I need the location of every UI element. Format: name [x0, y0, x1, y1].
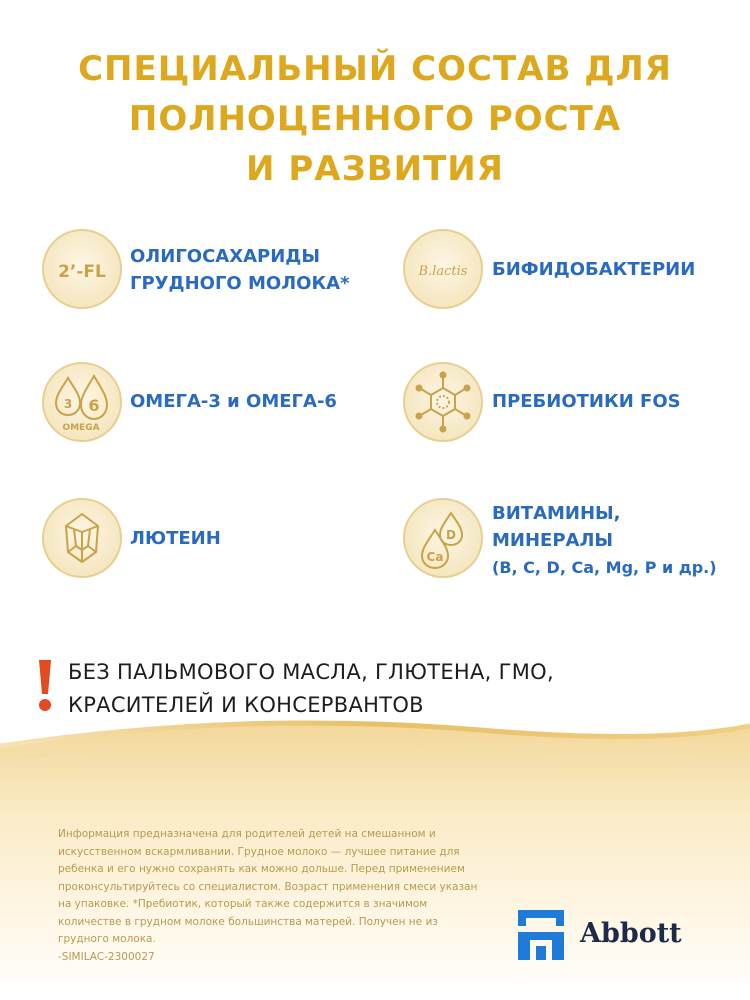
abbott-logo-mark-icon — [514, 910, 568, 960]
disclaimer-text: Информация предназначена для родителей детей на смешанном и искусственном вскармливании. Грудное молоко — лучшее питание для ребенка и его нужно сохранять как можно дольше. Перед применением проконсультируйтесь со специалистом. Возраст применения смеси указан на упаковке. *Пребиотик, который также содержится в значимом количестве в грудном молоке большинства матерей. Получен не из грудного молока. -SIMILAC-2300027 — [58, 828, 478, 963]
vitamin-drops-icon — [403, 498, 483, 578]
omega-drops-icon — [42, 362, 122, 442]
exclamation-icon — [38, 660, 52, 712]
page-title — [0, 44, 750, 194]
svg-text:B.lactis: B.lactis — [418, 264, 468, 279]
svg-text:6: 6 — [88, 396, 100, 415]
feature-label-lutein: ЛЮТЕИН — [130, 528, 221, 549]
b-lactis-icon — [403, 229, 483, 309]
abbott-logo-text: Abbott — [580, 918, 682, 949]
feature-label-vitamins: ВИТАМИНЫ, МИНЕРАЛЫ (B, C, D, Ca, Mg, P и др.) — [492, 503, 717, 577]
svg-text:2’-FL: 2’-FL — [58, 262, 106, 282]
svg-text:Ca: Ca — [426, 550, 444, 564]
title-line-3: И РАЗВИТИЯ — [246, 149, 504, 189]
free-from-notice: БЕЗ ПАЛЬМОВОГО МАСЛА, ГЛЮТЕНА, ГМО, КРАСИТЕЛЕЙ И КОНСЕРВАНТОВ — [68, 660, 554, 717]
2fl-icon — [42, 229, 122, 309]
svg-text:OMEGA: OMEGA — [62, 423, 100, 433]
svg-text:D: D — [446, 528, 456, 542]
title-line-1: СПЕЦИАЛЬНЫЙ СОСТАВ ДЛЯ — [78, 49, 672, 89]
feature-label-bifidobacteria: БИФИДОБАКТЕРИИ — [492, 259, 696, 280]
crystal-icon — [42, 498, 122, 578]
molecule-icon — [403, 362, 483, 442]
feature-label-prebiotics: ПРЕБИОТИКИ FOS — [492, 391, 681, 412]
svg-text:3: 3 — [63, 397, 73, 411]
abbott-logo — [514, 910, 714, 960]
feature-label-oligosaccharides: ОЛИГОСАХАРИДЫ ГРУДНОГО МОЛОКА* — [130, 246, 350, 294]
feature-label-omega: ОМЕГА-3 и ОМЕГА-6 — [130, 391, 337, 412]
title-line-2: ПОЛНОЦЕННОГО РОСТА — [128, 99, 622, 139]
